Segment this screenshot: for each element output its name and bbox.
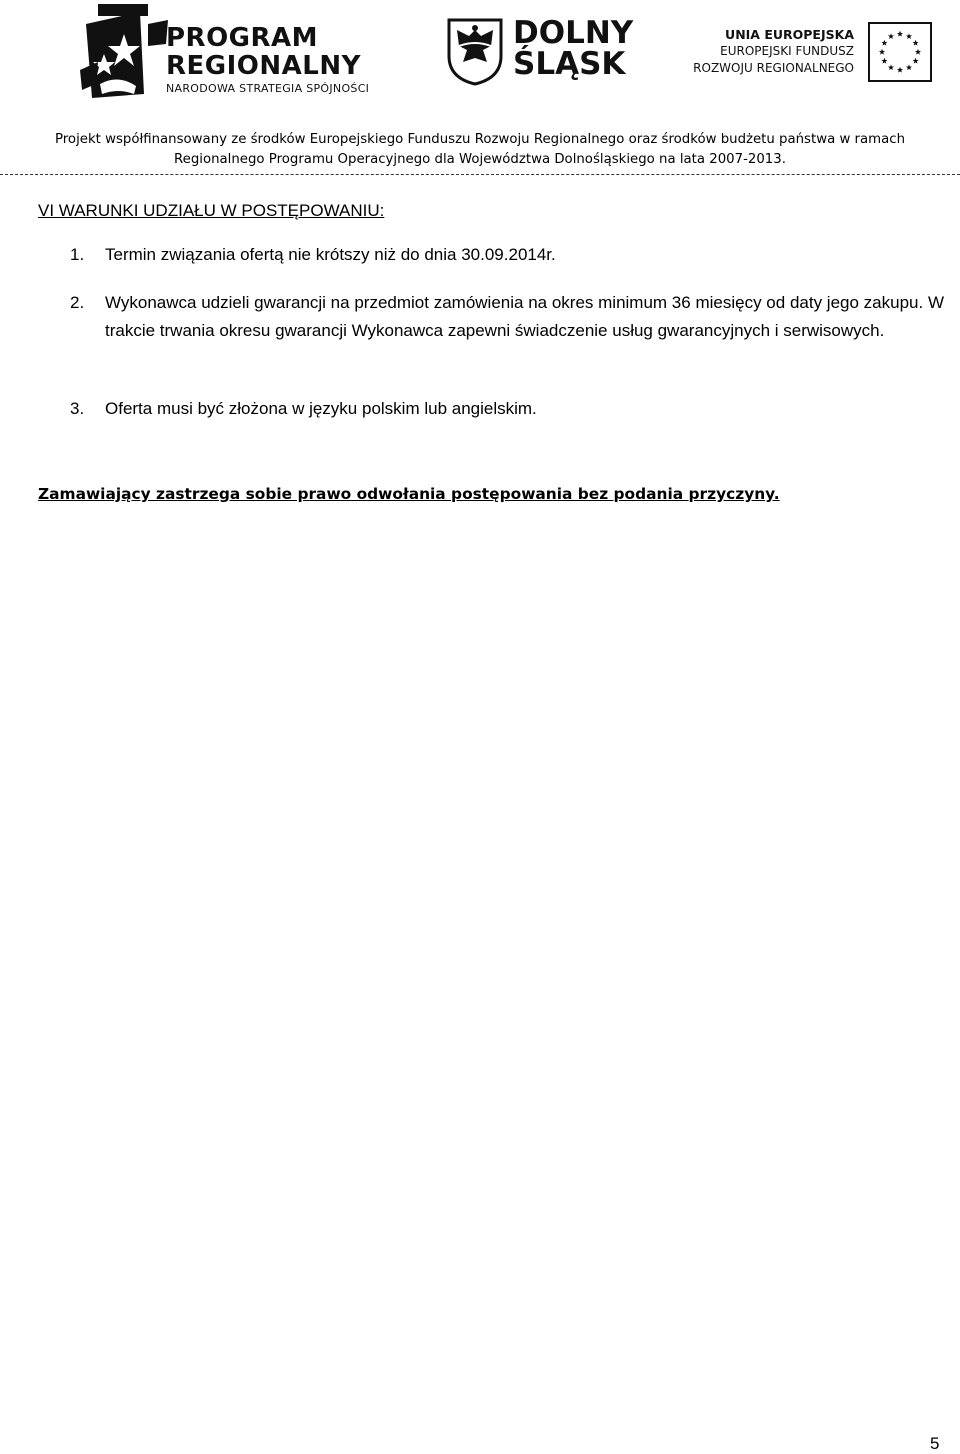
cofinancing-line1: Projekt współfinansowany ze środków Europejskiego Funduszu Rozwoju Regionalnego oraz środków budżetu państwa w ramach [54,132,906,147]
program-regionalny-logo [78,4,388,100]
list-item-number: 2. [70,293,85,312]
program-logo-line3: NARODOWA STRATEGIA SPÓJNOŚCI [166,82,370,95]
list-item-text: Wykonawca udzieli gwarancji na przedmiot zamówienia na okres minimum 36 miesięcy od daty jego zakupu. W trakcie trwania okresu gwarancji Wykonawca zapewni świadczenie usług gwarancyjnych i serwisowych. [105,293,944,340]
list-item [70,289,944,345]
eu-logo-line3: ROZWOJU REGIONALNEGO [693,61,854,75]
document-header [0,0,960,108]
page-number: 5 [930,1434,940,1453]
program-regionalny-emblem-icon [78,4,168,100]
cofinancing-note [0,130,960,170]
list-item [70,241,944,269]
cofinancing-line2: Regionalnego Programu Operacyjnego dla Województwa Dolnośląskiego na lata 2007-2013. [174,152,786,167]
program-logo-line1: PROGRAM [166,23,319,53]
eagle-crest-icon [445,16,505,86]
cancellation-notice: Zamawiający zastrzega sobie prawo odwołania postępowania bez podania przyczyny. [38,485,780,503]
list-item-text: Termin związania ofertą nie krótszy niż do dnia 30.09.2014r. [105,245,556,264]
list-item [70,395,944,423]
list-item-number: 3. [70,399,85,418]
eu-logo [693,22,932,84]
program-logo-line2: REGIONALNY [166,51,361,81]
region-logo-line2: ŚLĄSK [513,46,626,82]
section-title: VI WARUNKI UDZIAŁU W POSTĘPOWANIU: [38,201,385,220]
eu-logo-line2: EUROPEJSKI FUNDUSZ [720,44,854,58]
eu-logo-line1: UNIA EUROPEJSKA [725,27,854,42]
dolny-slask-logo [445,16,635,86]
header-divider [0,174,960,175]
list-item-text: Oferta musi być złożona w języku polskim lub angielskim. [105,399,537,418]
region-logo-line1: DOLNY [513,15,634,51]
eu-flag-icon [868,22,932,82]
list-item-number: 1. [70,245,85,264]
